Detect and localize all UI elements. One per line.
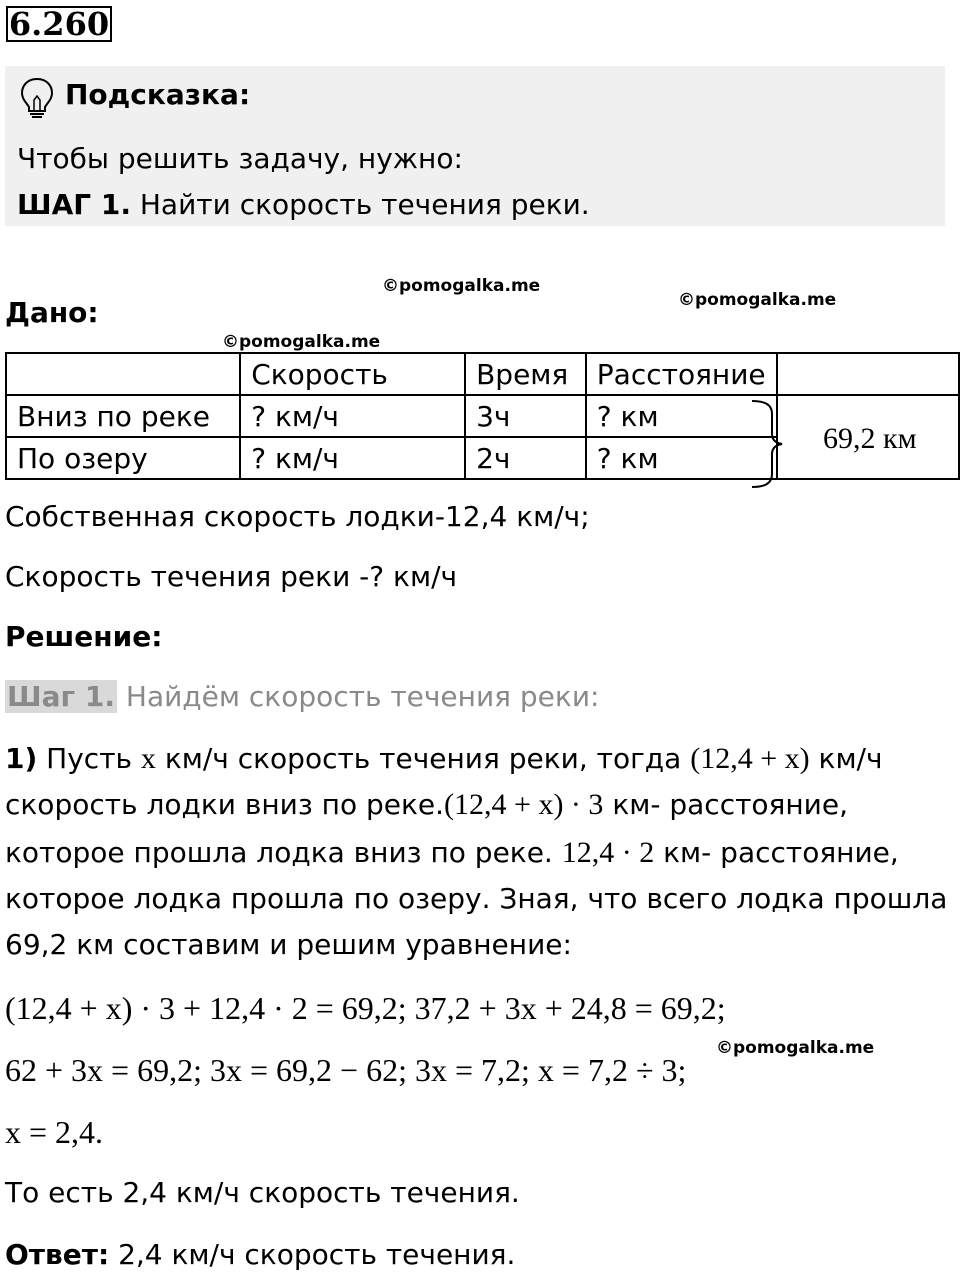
math-run: (12,4 + x) bbox=[690, 742, 810, 775]
table-header-row bbox=[6, 353, 959, 395]
own-speed-text: Собственная скорость лодки-12,4 км/ч; bbox=[5, 500, 590, 533]
answer-label: Ответ: bbox=[5, 1238, 110, 1271]
equation-line: 62 + 3x = 69,2; 3x = 69,2 − 62; 3x = 7,2; x = 7,2 ÷ 3; bbox=[5, 1052, 687, 1088]
table-cell: ? км bbox=[586, 437, 777, 479]
solution-paragraph-line bbox=[5, 836, 899, 870]
text-run: скорость лодки вниз по реке. bbox=[5, 788, 445, 821]
table-header-cell bbox=[777, 353, 959, 395]
text-run: которое прошла лодка вниз по реке. bbox=[5, 836, 562, 869]
equation-line: (12,4 + x) · 3 + 12,4 · 2 = 69,2; 37,2 + 3x + 24,8 = 69,2; bbox=[5, 990, 726, 1026]
item-number: 1) bbox=[5, 742, 38, 775]
problem-number: 6.260 bbox=[6, 6, 112, 42]
solution-heading: Решение: bbox=[5, 620, 163, 653]
watermark: ©pomogalka.me bbox=[382, 276, 541, 296]
current-speed-text: Скорость течения реки -? км/ч bbox=[5, 560, 458, 593]
table-header-cell: Расстояние bbox=[586, 353, 777, 395]
table-cell: 2ч bbox=[465, 437, 586, 479]
hint-step bbox=[17, 188, 590, 221]
hint-title: Подсказка: bbox=[65, 78, 251, 111]
step-label: Шаг 1. bbox=[7, 680, 115, 713]
text-run: Пусть bbox=[37, 742, 141, 775]
hint-step-text: Найти скорость течения реки. bbox=[130, 188, 590, 221]
text-run: км- расстояние, bbox=[603, 788, 848, 821]
watermark: ©pomogalka.me bbox=[222, 332, 381, 352]
equation-line: x = 2,4. bbox=[5, 1114, 104, 1150]
total-distance-value: 69,2 км bbox=[823, 422, 917, 455]
table-cell: ? км/ч bbox=[240, 395, 465, 437]
math-run: (12,4 + x) · 3 bbox=[444, 788, 604, 821]
solution-paragraph-line bbox=[5, 742, 883, 776]
hint-intro: Чтобы решить задачу, нужно: bbox=[17, 142, 463, 175]
answer-line bbox=[5, 1238, 515, 1271]
watermark: ©pomogalka.me bbox=[678, 290, 837, 310]
table-cell: Вниз по реке bbox=[6, 395, 240, 437]
step-text: Найдём скорость течения реки: bbox=[116, 680, 600, 713]
given-heading: Дано: bbox=[5, 296, 99, 329]
watermark: ©pomogalka.me bbox=[716, 1038, 875, 1058]
text-run: км/ч bbox=[809, 742, 883, 775]
solution-paragraph-line bbox=[5, 788, 848, 822]
table-header-cell bbox=[6, 353, 240, 395]
math-run: 12,4 · 2 bbox=[561, 836, 655, 869]
table-cell: ? км bbox=[586, 395, 777, 437]
answer-text: 2,4 км/ч скорость течения. bbox=[109, 1238, 516, 1271]
table-cell: По озеру bbox=[6, 437, 240, 479]
solution-step bbox=[5, 680, 599, 713]
math-run: x bbox=[140, 742, 156, 775]
hint-step-label: ШАГ 1. bbox=[17, 188, 131, 221]
table-cell: 3ч bbox=[465, 395, 586, 437]
lightbulb-icon bbox=[17, 76, 57, 120]
table-header-cell: Скорость bbox=[240, 353, 465, 395]
text-run: км- расстояние, bbox=[654, 836, 899, 869]
table-header-cell: Время bbox=[465, 353, 586, 395]
conclusion-text: То есть 2,4 км/ч скорость течения. bbox=[5, 1176, 520, 1209]
solution-paragraph-line: которое лодка прошла по озеру. Зная, что всего лодка прошла bbox=[5, 882, 948, 915]
solution-paragraph-line: 69,2 км составим и решим уравнение: bbox=[5, 928, 572, 961]
table-cell: ? км/ч bbox=[240, 437, 465, 479]
hint-box bbox=[5, 66, 945, 226]
text-run: км/ч скорость течения реки, тогда bbox=[155, 742, 691, 775]
